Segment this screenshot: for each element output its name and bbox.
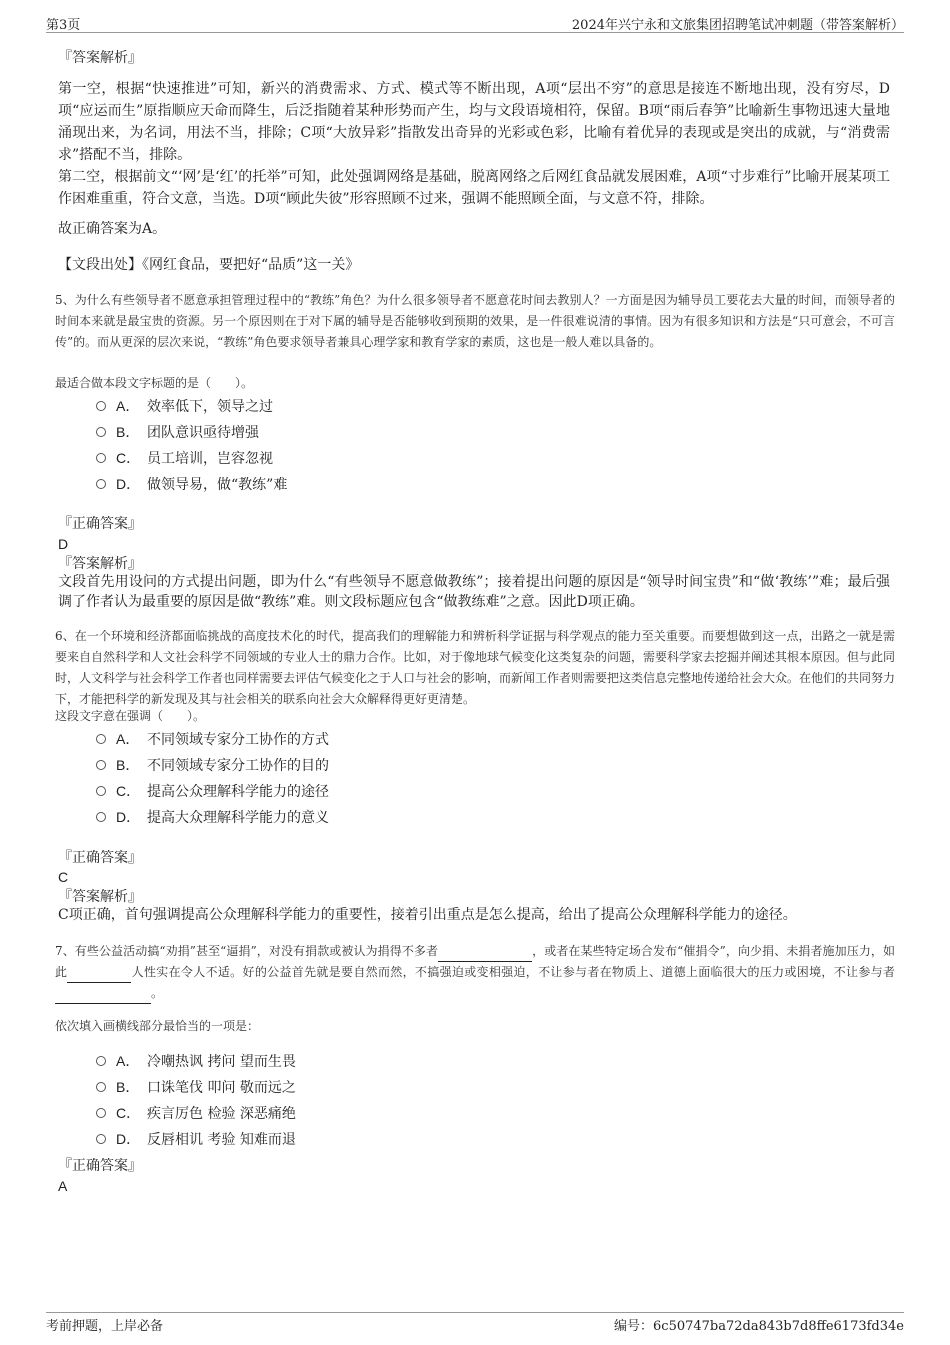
q5-answer-label: 『正确答案』 (58, 516, 142, 532)
q6-prompt: 这段文字意在强调（ ）。 (55, 709, 206, 723)
document-title: 2024年兴宁永和文旅集团招聘笔试冲刺题（带答案解析） (571, 18, 904, 33)
q7-option-d[interactable]: D． 反唇相讥 考验 知难而退 (96, 1129, 296, 1149)
page-number: 第3页 (46, 18, 81, 33)
q7-stem: 7、有些公益活动搞“劝捐”甚至“逼捐”，对没有捐款或被认为捐得不多者 ，或者在某些特定场合发布“催捐令”，向少捐、未捐者施加压力，如此 人性实在令人不适。好的公益首先就是要自然而然，不搞强迫或变相强迫，不让参与者在物质上、道德上面临很大的压力或困境，不让参与者。 (55, 941, 895, 1004)
q6-analysis-label: 『答案解析』 (58, 889, 142, 905)
q5-option-b[interactable]: B． 团队意识亟待增强 (96, 422, 259, 442)
radio-icon[interactable] (96, 427, 106, 437)
q6-answer: C (58, 869, 69, 885)
q4-analysis-p1: 第一空，根据“快速推进”可知，新兴的消费需求、方式、模式等不断出现，A项“层出不穷”的意思是接连不断地出现，没有穷尽，D项“应运而生”原指顺应天命而降生，后泛指随着某种形势而产生，均与文段语境相符，保留。B项“雨后春笋”比喻新生事物迅速大量地涌现出来，为名词，用法不当，排除；C项“大放异彩”指散发出奇异的光彩或色彩，比喻有着优异的表现或是突出的成就，与“消费需求”搭配不当，排除。 (58, 81, 890, 163)
q5-prompt: 最适合做本段文字标题的是（ ）。 (55, 376, 254, 390)
q6-option-d[interactable]: D． 提高大众理解科学能力的意义 (96, 807, 329, 827)
q5-stem: 5、为什么有些领导者不愿意承担管理过程中的“教练”角色？为什么很多领导者不愿意花时间去教别人？一方面是因为辅导员工要花去大量的时间，而领导者的时间本来就是最宝贵的资源。另一个原因则在于对下属的辅导是否能够收到预期的效果，是一件很难说清的事情。因为有很多知识和方法是“只可意会，不可言传”的。而从更深的层次来说，“教练”角色要求领导者兼具心理学家和教育学家的素质，这也是一般人难以具备的。 (55, 293, 895, 349)
footer-slogan: 考前押题，上岸必备 (46, 1319, 164, 1334)
q6-analysis: C项正确，首句强调提高公众理解科学能力的重要性，接着引出重点是怎么提高，给出了提高公众理解科学能力的途径。 (58, 907, 797, 923)
radio-icon[interactable] (96, 1082, 106, 1092)
q5-option-c[interactable]: C． 员工培训，岂容忽视 (96, 448, 273, 468)
radio-icon[interactable] (96, 734, 106, 744)
header-divider (46, 32, 904, 33)
q7-answer: A (58, 1178, 68, 1194)
q6-option-a[interactable]: A． 不同领域专家分工协作的方式 (96, 729, 329, 749)
q6-stem: 6、在一个环境和经济都面临挑战的高度技术化的时代，提高我们的理解能力和辨析科学证据与科学观点的能力至关重要。而要想做到这一点，出路之一就是需要来自自然科学和人文社会科学不同领域的专业人士的鼎力合作。比如，对于像地球气候变化这类复杂的问题，需要科学家去挖掘并阐述其根本原因。但与此同时，人文科学与社会科学工作者也同样需要去评估气候变化之于人口与社会的影响，而新闻工作者则需要把这类信息完整地传递给社会大众。在他们的共同努力下，才能把科学的新发现及其与社会相关的联系向社会大众解释得更好更清楚。 (55, 629, 896, 706)
q7-option-c[interactable]: C． 疾言厉色 检验 深恶痛绝 (96, 1103, 296, 1123)
radio-icon[interactable] (96, 1108, 106, 1118)
radio-icon[interactable] (96, 760, 106, 770)
q7-answer-label: 『正确答案』 (58, 1158, 142, 1174)
q6-option-b[interactable]: B． 不同领域专家分工协作的目的 (96, 755, 329, 775)
q5-option-a[interactable]: A． 效率低下，领导之过 (96, 396, 273, 416)
q7-option-a[interactable]: A． 冷嘲热讽 拷问 望而生畏 (96, 1051, 296, 1071)
q7-option-b[interactable]: B． 口诛笔伐 叩问 敬而远之 (96, 1077, 296, 1097)
q4-source-label: 【文段出处】 (58, 257, 142, 273)
q6-option-c[interactable]: C． 提高公众理解科学能力的途径 (96, 781, 329, 801)
radio-icon[interactable] (96, 401, 106, 411)
radio-icon[interactable] (96, 812, 106, 822)
q4-analysis-p2: 第二空，根据前文“‘网’是‘红’的托举”可知，此处强调网络是基础，脱离网络之后网红食品就发展困难，A项“寸步难行”比喻开展某项工作困难重重，符合文意，当选。D项“顾此失彼”形容照顾不过来，强调不能照顾全面，与文意不符，排除。 (58, 169, 890, 207)
q7-blank-2[interactable] (67, 968, 131, 983)
q4-source (58, 254, 359, 276)
q4-analysis-label: 『答案解析』 (58, 50, 142, 66)
radio-icon[interactable] (96, 1134, 106, 1144)
footer-divider (46, 1312, 904, 1313)
radio-icon[interactable] (96, 786, 106, 796)
radio-icon[interactable] (96, 479, 106, 489)
q4-conclusion: 故正确答案为A。 (58, 221, 167, 237)
q5-answer: D (58, 536, 69, 552)
q5-option-d[interactable]: D． 做领导易，做“教练”难 (96, 474, 287, 494)
q4-source-text: 《网红食品，要把好“品质”这一关》 (142, 257, 360, 273)
q7-blank-1[interactable] (438, 947, 532, 962)
q5-analysis-label: 『答案解析』 (58, 556, 142, 572)
footer-document-id: 编号：6c50747ba72da843b7d8ffe6173fd34e (614, 1319, 904, 1334)
q7-prompt: 依次填入画横线部分最恰当的一项是： (55, 1019, 260, 1033)
radio-icon[interactable] (96, 453, 106, 463)
q7-blank-3[interactable] (55, 989, 151, 1004)
q6-answer-label: 『正确答案』 (58, 850, 142, 866)
q5-analysis: 文段首先用设问的方式提出问题，即为什么“有些领导不愿意做教练”；接着提出问题的原因是“领导时间宝贵”和“做‘教练’”难；最后强调了作者认为最重要的原因是做“教练”难。则文段标题应包含“做教练难”之意。因此D项正确。 (58, 574, 890, 610)
radio-icon[interactable] (96, 1056, 106, 1066)
